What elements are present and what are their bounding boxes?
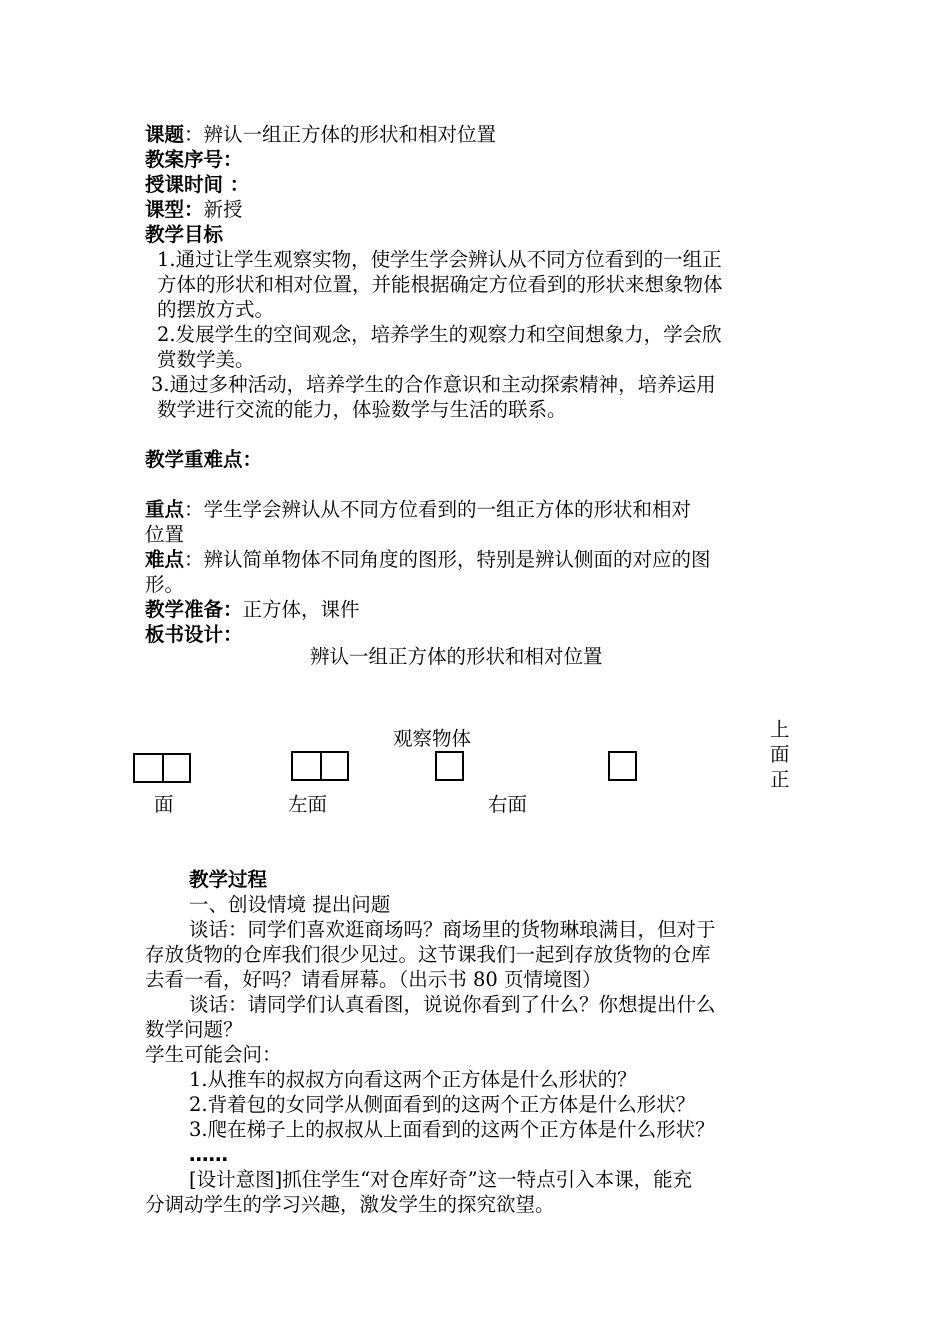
question-item: 1.从推车的叔叔方向看这两个正方体是什么形状的？ [189,1068,637,1091]
diff-text-cont: 形。 [145,573,185,596]
prep-label: 教学准备： [145,598,243,621]
board-vertical-char: 面 [770,743,790,766]
diff-line [145,547,810,572]
keypoints-heading: 教学重难点： [145,448,263,471]
lesson-plan-page [145,122,810,647]
goal-line: 的摆放方式。 [157,298,275,321]
label-right: 右面 [488,793,528,816]
board-title: 辨认一组正方体的形状和相对位置 [310,645,603,668]
prep-line [145,597,810,622]
board-vertical-char: 上 [770,718,790,741]
question-item: 2.背着包的女同学从侧面看到的这两个正方体是什么形状？ [189,1093,696,1116]
paragraph-line: 谈话：请同学们认真看图，说说你看到了什么？你想提出什么 [189,993,716,1016]
goal-line: 3.通过多种活动，培养学生的合作意识和主动探索精神，培养运用 [151,373,716,396]
type-label: 课型： [145,198,204,221]
type-value: 新授 [203,198,243,221]
prep-value: 正方体，课件 [242,598,360,621]
label-left: 左面 [288,793,328,816]
board-label: 板书设计： [145,623,243,646]
board-observe-label: 观察物体 [393,727,472,750]
ellipsis: …… [189,1143,228,1166]
paragraph-line: 学生可能会问： [145,1043,282,1066]
goal-line: 2.发展学生的空间观念，培养学生的观察力和空间想象力，学会欣 [157,323,722,346]
front-view-squares [133,753,191,783]
diff-text: ：辨认简单物体不同角度的图形，特别是辨认侧面的对应的图 [184,548,711,571]
type-line [145,197,810,222]
left-view-squares [291,751,349,781]
goal-line: 数学进行交流的能力，体验数学与生活的联系。 [157,398,567,421]
question-item: 3.爬在梯子上的叔叔从上面看到的这两个正方体是什么形状？ [189,1118,715,1141]
topic-label: 课题 [145,123,185,146]
process-heading: 教学过程 [189,868,268,891]
key-text: ：学生学会辨认从不同方位看到的一组正方体的形状和相对 [184,498,692,521]
paragraph-line: 分调动学生的学习兴趣，激发学生的探究欲望。 [145,1193,555,1216]
paragraph-line: 谈话：同学们喜欢逛商场吗？商场里的货物琳琅满目，但对于 [189,918,716,941]
goals-heading: 教学目标 [145,223,224,246]
goal-line: 1.通过让学生观察实物，使学生学会辨认从不同方位看到的一组正 [157,248,722,271]
diff-label: 难点 [145,548,185,571]
serial-label: 教案序号： [145,148,243,171]
section-heading: 一、创设情境 提出问题 [189,893,391,916]
key-line [145,497,810,522]
goal-line: 方体的形状和相对位置，并能根据确定方位看到的形状来想象物体 [157,273,723,296]
right-view-square [435,751,464,781]
board-vertical-char: 正 [770,768,790,791]
topic-value: ：辨认一组正方体的形状和相对位置 [184,123,497,146]
top-view-square [608,751,637,781]
paragraph-line: 存放货物的仓库我们很少见过。这节课我们一起到存放货物的仓库 [145,943,711,966]
paragraph-line: 数学问题？ [145,1018,243,1041]
time-label: 授课时间 ： [145,173,250,196]
key-text-cont: 位置 [145,523,185,546]
key-label: 重点 [145,498,185,521]
label-front: 面 [154,793,174,816]
paragraph-line: [设计意图]抓住学生“对仓库好奇”这一特点引入本课，能充 [189,1168,693,1191]
process-section [145,867,810,1217]
topic-line [145,122,810,147]
goal-line: 赏数学美。 [157,348,255,371]
paragraph-line: 去看一看，好吗？请看屏幕。（出示书 80 页情境图） [145,968,602,991]
